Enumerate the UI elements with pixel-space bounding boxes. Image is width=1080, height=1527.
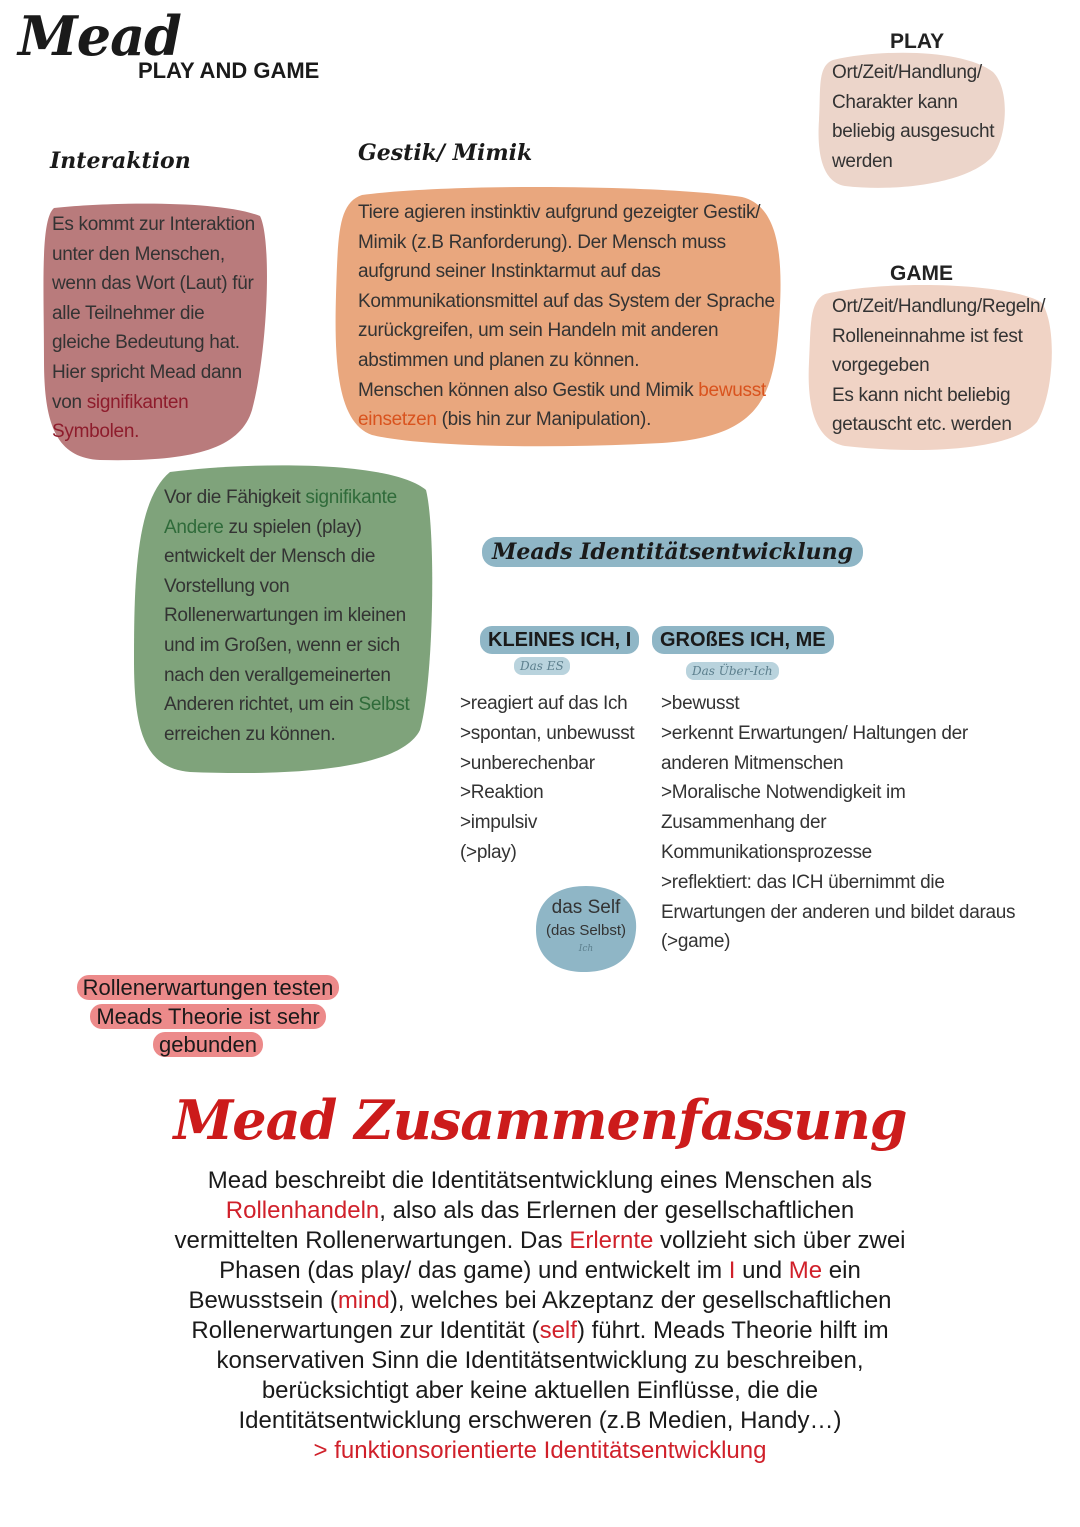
summary-text-part: Rollenerwartungen zur Identität ( (191, 1317, 540, 1344)
interaktion-line: gleiche Bedeutung hat. (52, 332, 240, 354)
gestik-text-part: (bis hin zur Manipulation). (436, 409, 652, 431)
green-text-part: Vor die Fähigkeit (164, 487, 306, 508)
gestik-text-part: Menschen können also Gestik und Mimik (358, 379, 699, 401)
summary-text-part: vollzieht sich über zwei (653, 1227, 906, 1254)
list-item: >impulsiv (460, 812, 538, 834)
gestik-line: Tiere agieren instinktiv aufgrund gezeigter Gestik/ (358, 202, 761, 223)
highlight-mind: mind (337, 1287, 390, 1314)
play-heading: PLAY (890, 30, 945, 53)
grosses-ich-sublabel-text: Das Über-Ich (692, 664, 773, 678)
game-text (832, 292, 1045, 440)
highlight-erlernte: Erlernte (569, 1227, 654, 1254)
identity-heading: Meads Identitätsentwicklung (492, 539, 854, 565)
game-line: getauscht etc. werden (832, 414, 1012, 436)
highlight-einsetzen: einsetzen (358, 409, 437, 431)
list-item: >spontan, unbewusst (460, 722, 635, 744)
highlight-signifikanten: signifikanten (86, 391, 189, 413)
summary-text-part: und (735, 1257, 789, 1284)
highlight-i: I (728, 1257, 736, 1284)
interaktion-heading: Interaktion (50, 148, 191, 174)
list-item: >unberechenbar (460, 752, 595, 774)
highlight-signifikante: signifikante (305, 487, 397, 508)
green-line: entwickelt der Mensch die (164, 546, 376, 568)
highlight-me: Me (788, 1257, 823, 1284)
interaktion-line: Es kommt zur Interaktion (52, 214, 255, 235)
summary-text-part: ) führt. Meads Theorie hilft im (576, 1317, 889, 1344)
gestik-heading: Gestik/ Mimik (358, 140, 533, 166)
gestik-line: Mimik (z.B Ranforderung). Der Mensch muss (358, 231, 726, 253)
game-line: Ort/Zeit/Handlung/Regeln/ (832, 296, 1046, 317)
summary-line: berücksichtigt aber keine aktuellen Einflüsse, die die (261, 1377, 819, 1404)
list-item: (>game) (661, 931, 731, 953)
list-item: >reflektiert: das ICH übernimmt die (661, 871, 945, 893)
summary-line: konservativen Sinn die Identitätsentwicklung zu beschreiben, (216, 1347, 864, 1374)
red-note-line (58, 1003, 358, 1032)
summary-text-part: , also als das Erlernen der gesellschaftlichen (379, 1197, 855, 1224)
summary-line: > funktionsorientierte Identitätsentwicklung (313, 1437, 767, 1464)
game-line: Es kann nicht beliebig (832, 384, 1011, 406)
green-note-text (164, 483, 410, 749)
highlight-self: self (539, 1317, 577, 1344)
kleines-ich-label-text: KLEINES ICH, I (488, 629, 632, 651)
self-line-2: (das Selbst) (545, 922, 627, 939)
red-note-text: Meads Theorie ist sehr (90, 1004, 325, 1029)
summary-text-part: ein (822, 1257, 861, 1284)
highlight-rollenhandeln: Rollenhandeln (225, 1197, 380, 1224)
game-line: vorgegeben (832, 355, 930, 377)
list-item: >reagiert auf das Ich (460, 693, 628, 714)
red-note-text: Rollenerwartungen testen (77, 975, 340, 1000)
list-item: >Moralische Notwendigkeit im (661, 782, 906, 804)
kleines-ich-label (480, 626, 639, 654)
kleines-ich-list (460, 689, 634, 868)
green-line (164, 513, 410, 543)
self-line-3: Ich (578, 944, 594, 954)
summary-text (0, 1166, 1080, 1466)
play-line: beliebig ausgesucht (832, 121, 995, 143)
grosses-ich-label (652, 626, 834, 654)
red-note-text: gebunden (153, 1032, 263, 1057)
play-line: Charakter kann (832, 91, 958, 113)
gestik-line: Kommunikationsmittel auf das System der Sprache (358, 290, 775, 312)
highlight-symbolen: Symbolen. (52, 421, 140, 443)
gestik-line: aufgrund seiner Instinktarmut auf das (358, 261, 661, 283)
summary-text-part: Bewusstsein ( (188, 1287, 338, 1314)
grosses-ich-label-text: GROßES ICH, ME (660, 629, 826, 651)
play-text (832, 58, 994, 176)
summary-line (0, 1316, 1080, 1346)
gestik-text (358, 198, 775, 435)
summary-line (0, 1226, 1080, 1256)
grosses-ich-list (661, 689, 1015, 957)
summary-text-part: vermittelten Rollenerwartungen. Das (174, 1227, 570, 1254)
self-text (532, 896, 640, 956)
gestik-line (358, 376, 775, 406)
highlight-selbst: Selbst (358, 694, 410, 716)
list-item: >erkennt Erwartungen/ Haltungen der (661, 722, 968, 744)
interaktion-line: alle Teilnehmer die (52, 302, 205, 324)
kleines-ich-sublabel (514, 657, 570, 675)
highlight-andere: Andere (164, 516, 224, 538)
interaktion-text-part: von (52, 391, 87, 413)
list-item: Zusammenhang der (661, 812, 827, 834)
green-text-part: Anderen richtet, um ein (164, 694, 359, 716)
green-line (164, 690, 410, 720)
summary-heading: Mead Zusammenfassung (173, 1088, 907, 1152)
summary-line: Identitätsentwicklung erschweren (z.B Medien, Handy…) (238, 1407, 842, 1434)
green-text-part: zu spielen (play) (223, 516, 362, 538)
red-note-line (58, 1031, 358, 1060)
summary-text-part: ), welches bei Akzeptanz der gesellschaftlichen (389, 1287, 892, 1314)
game-line: Rolleneinnahme ist fest (832, 325, 1023, 347)
highlight-bewusst: bewusst (698, 379, 766, 401)
play-line: Ort/Zeit/Handlung/ (832, 62, 982, 83)
gestik-line: zurückgreifen, um sein Handeln mit anderen (358, 320, 719, 342)
page-title: Mead (18, 4, 181, 68)
game-heading: GAME (890, 262, 953, 285)
list-item: Kommunikationsprozesse (661, 841, 872, 863)
gestik-line (358, 405, 775, 435)
summary-text-part: Phasen (das play/ das game) und entwickelt im (219, 1257, 729, 1284)
self-line-1: das Self (551, 897, 621, 918)
summary-line: Mead beschreibt die Identitätsentwicklung eines Menschen als (207, 1167, 873, 1194)
interaktion-line: wenn das Wort (Laut) für (52, 273, 254, 295)
list-item: (>play) (460, 841, 517, 863)
list-item: >bewusst (661, 693, 740, 714)
list-item: >Reaktion (460, 782, 544, 804)
play-line: werden (832, 150, 893, 172)
interaktion-line: Hier spricht Mead dann (52, 361, 242, 383)
summary-line (0, 1256, 1080, 1286)
green-line: nach den verallgemeinerten (164, 664, 391, 686)
summary-line (0, 1286, 1080, 1316)
gestik-line: abstimmen und planen zu können. (358, 349, 640, 371)
list-item: anderen Mitmenschen (661, 752, 844, 774)
green-line: Vorstellung von (164, 575, 290, 597)
red-note-line (58, 974, 358, 1003)
identity-heading-wrap (482, 537, 863, 567)
green-line: Rollenerwartungen im kleinen (164, 605, 406, 627)
green-line: und im Großen, wenn er sich (164, 634, 400, 656)
interaktion-line: unter den Menschen, (52, 243, 225, 265)
summary-line (0, 1196, 1080, 1226)
red-note (58, 974, 358, 1060)
interaktion-line (52, 388, 255, 418)
page-subtitle: PLAY AND GAME (138, 58, 320, 83)
kleines-ich-sublabel-text: Das ES (520, 659, 564, 673)
green-line: erreichen zu können. (164, 723, 336, 745)
grosses-ich-sublabel (686, 662, 779, 680)
green-line (164, 483, 410, 513)
interaktion-text (52, 210, 255, 447)
list-item: Erwartungen der anderen und bildet daraus (661, 901, 1016, 923)
interaktion-line (52, 417, 255, 447)
